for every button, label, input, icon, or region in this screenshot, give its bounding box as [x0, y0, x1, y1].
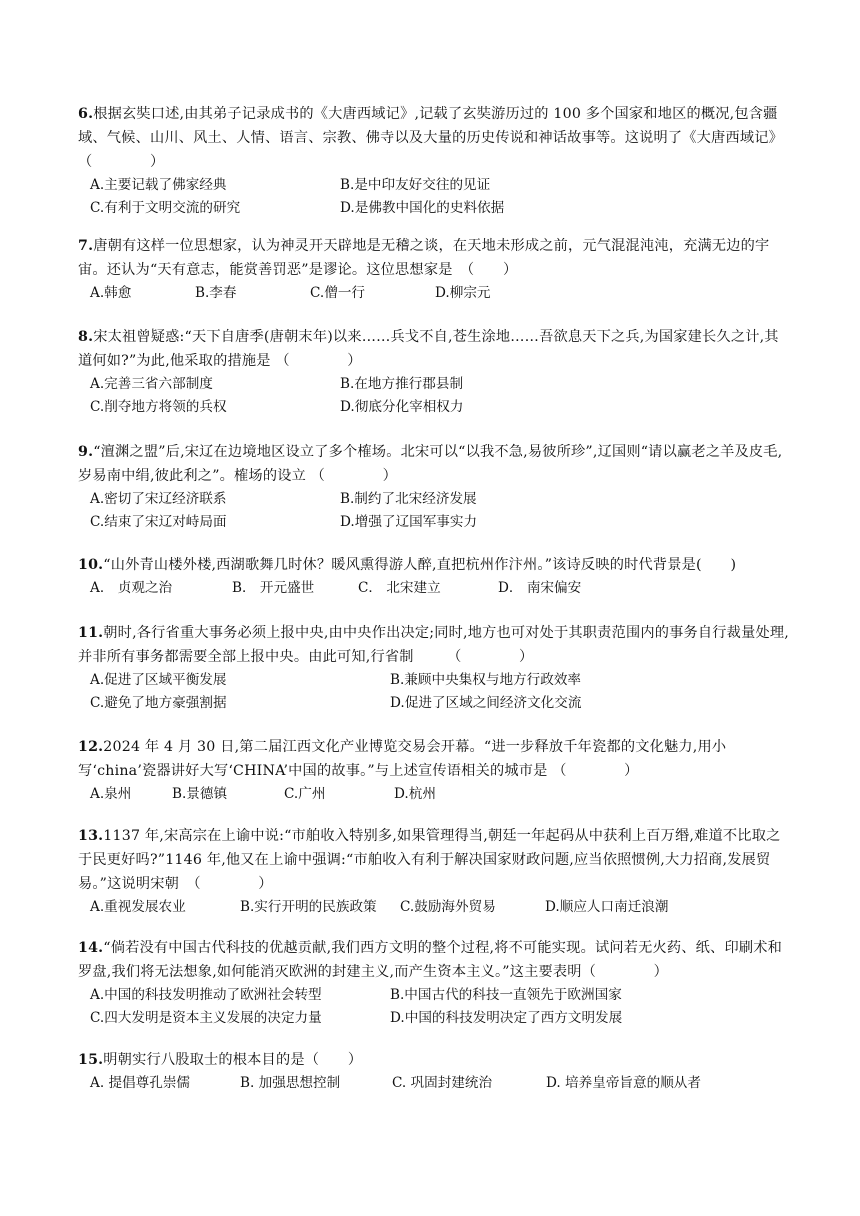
option-a[interactable]: A.重视发展农业 — [90, 899, 186, 915]
question-stem — [78, 553, 790, 577]
option-d[interactable]: D.促进了区域之间经济文化交流 — [390, 695, 582, 711]
options — [90, 577, 790, 600]
question-text: 朝时,各行省重大事务必须上报中央,由中央作出决定;同时,地方也可对处于其职责范围内的事务自行裁量处理,并非所有事务都需要全部上报中央。由此可知,行省制 （ ） — [78, 625, 789, 665]
option-d[interactable]: D． 南宋偏安 — [498, 580, 582, 596]
question-number: 15. — [78, 1052, 104, 1068]
option-b[interactable]: B.李春 — [195, 285, 237, 301]
option-b[interactable]: B.在地方推行郡县制 — [340, 376, 464, 392]
question-stem — [78, 936, 790, 984]
question-8 — [78, 325, 790, 419]
option-c[interactable]: C.四大发明是资本主义发展的决定力量 — [90, 1010, 322, 1026]
question-13 — [78, 824, 790, 919]
options — [90, 174, 790, 220]
option-a[interactable]: A.完善三省六部制度 — [90, 376, 213, 392]
option-a[interactable]: A.中国的科技发明推动了欧洲社会转型 — [90, 987, 322, 1003]
option-a[interactable]: A.泉州 — [90, 786, 132, 802]
option-a[interactable]: A.韩愈 — [90, 285, 132, 301]
options — [90, 669, 790, 715]
question-number: 9. — [78, 444, 94, 460]
options — [90, 373, 790, 419]
option-d[interactable]: D.杭州 — [394, 786, 436, 802]
option-d[interactable]: D. 培养皇帝旨意的顺从者 — [546, 1075, 701, 1091]
question-6 — [78, 102, 790, 220]
question-number: 6. — [78, 106, 94, 122]
option-c[interactable]: C.僧一行 — [310, 285, 366, 301]
option-c[interactable]: C.避免了地方豪强割据 — [90, 695, 227, 711]
question-14 — [78, 936, 790, 1030]
question-text: “山外青山楼外楼,西湖歌舞几时休？暖风熏得游人醉,直把杭州作汴州。”该诗反映的时代背景是( ) — [103, 557, 737, 573]
question-7 — [78, 234, 790, 305]
option-c[interactable]: C. 巩固封建统治 — [392, 1075, 493, 1091]
question-stem — [78, 735, 790, 783]
question-number: 11. — [78, 625, 104, 641]
options — [90, 282, 790, 305]
option-c[interactable]: C.广州 — [284, 786, 326, 802]
option-b[interactable]: B.制约了北宋经济发展 — [340, 491, 477, 507]
question-stem — [78, 1048, 790, 1072]
options — [90, 488, 790, 534]
option-c[interactable]: C.有利于文明交流的研究 — [90, 200, 241, 216]
question-number: 8. — [78, 329, 94, 345]
option-c[interactable]: C.结束了宋辽对峙局面 — [90, 514, 227, 530]
question-stem — [78, 440, 790, 488]
question-15 — [78, 1048, 790, 1095]
question-number: 13. — [78, 828, 104, 844]
question-stem — [78, 621, 790, 669]
question-text: 唐朝有这样一位思想家，认为神灵开天辟地是无稽之谈，在天地未形成之前，元气混混沌沌，充满无边的宇宙。还认为“天有意志，能赏善罚恶”是谬论。这位思想家是 （ ） — [78, 238, 770, 278]
question-11 — [78, 621, 790, 715]
question-stem — [78, 824, 790, 896]
options — [90, 1072, 790, 1095]
option-b[interactable]: B. 加强思想控制 — [240, 1075, 341, 1091]
option-a[interactable]: A.主要记载了佛家经典 — [90, 177, 227, 193]
question-stem — [78, 102, 790, 174]
option-a[interactable]: A. 提倡尊孔崇儒 — [90, 1075, 191, 1091]
option-d[interactable]: D.是佛教中国化的史料依据 — [340, 200, 505, 216]
question-text: 根据玄奘口述,由其弟子记录成书的《大唐西域记》,记载了玄奘游历过的 100 多个国家和地区的概况,包含疆域、气候、山川、风土、人情、语言、宗教、佛寺以及大量的历史传说和神话故事等。这说明了《大唐西域记》 （ ） — [78, 106, 791, 170]
question-text: 宋太祖曾疑惑:“天下自唐季(唐朝末年)以来……兵戈不自,苍生涂地……吾欲息天下之兵,为国家建长久之计,其道何如?”为此,他采取的措施是 （ ） — [78, 329, 779, 369]
options — [90, 783, 790, 806]
option-b[interactable]: B.实行开明的民族政策 — [240, 899, 377, 915]
option-d[interactable]: D.中国的科技发明决定了西方文明发展 — [390, 1010, 623, 1026]
option-d[interactable]: D.增强了辽国军事实力 — [340, 514, 478, 530]
question-text: 明朝实行八股取士的根本目的是（ ） — [103, 1052, 363, 1068]
options — [90, 984, 790, 1030]
option-b[interactable]: B.景德镇 — [172, 786, 228, 802]
option-d[interactable]: D.柳宗元 — [435, 285, 491, 301]
option-c[interactable]: C.削夺地方将领的兵权 — [90, 399, 227, 415]
question-10 — [78, 553, 790, 600]
question-stem — [78, 325, 790, 373]
option-b[interactable]: B.中国古代的科技一直领先于欧洲国家 — [390, 987, 622, 1003]
question-text: “澶渊之盟”后,宋辽在边境地区设立了多个榷场。北宋可以“以我不急,易彼所珍”,辽国则“请以赢老之羊及皮毛,岁易南中绢,彼此利之”。榷场的设立 （ ） — [78, 444, 783, 484]
option-d[interactable]: D.彻底分化宰相权力 — [340, 399, 464, 415]
option-a[interactable]: A.密切了宋辽经济联系 — [90, 491, 227, 507]
option-b[interactable]: B． 开元盛世 — [232, 580, 315, 596]
options — [90, 896, 790, 919]
question-9 — [78, 440, 790, 534]
option-b[interactable]: B.是中印友好交往的见证 — [340, 177, 491, 193]
question-12 — [78, 735, 790, 806]
option-d[interactable]: D.顺应人口南迁浪潮 — [545, 899, 669, 915]
question-number: 12. — [78, 739, 104, 755]
option-b[interactable]: B.兼顾中央集权与地方行政效率 — [390, 672, 582, 688]
question-text: 2024 年 4 月 30 日,第二届江西文化产业博览交易会开幕。“进一步释放千年瓷都的文化魅力,用小写‘china’瓷器讲好大写‘CHINA’中国的故事。”与上述宣传语相关的城市是 （ ） — [78, 739, 727, 779]
question-number: 7. — [78, 238, 94, 254]
question-number: 10. — [78, 557, 104, 573]
option-a[interactable]: A． 贞观之治 — [90, 580, 173, 596]
option-c[interactable]: C． 北宋建立 — [358, 580, 441, 596]
question-text: “倘若没有中国古代科技的优越贡献,我们西方文明的整个过程,将不可能实现。试问若无火药、纸、印刷术和罗盘,我们将无法想象,如何能消灭欧洲的封建主义,而产生资本主义。”这主要表明（ ） — [78, 940, 782, 980]
option-c[interactable]: C.鼓励海外贸易 — [400, 899, 496, 915]
question-stem — [78, 234, 790, 282]
question-text: 1137 年,宋高宗在上谕中说:“市舶收入特别多,如果管理得当,朝廷一年起码从中获利上百万缗,难道不比取之于民更好吗?”1146 年,他又在上谕中强调:“市舶收入有利于解决国家财政问题,应当依照惯例,大力招商,发展贸易。”这说明宋朝 （ ） — [78, 828, 781, 892]
option-a[interactable]: A.促进了区域平衡发展 — [90, 672, 227, 688]
question-number: 14. — [78, 940, 104, 956]
